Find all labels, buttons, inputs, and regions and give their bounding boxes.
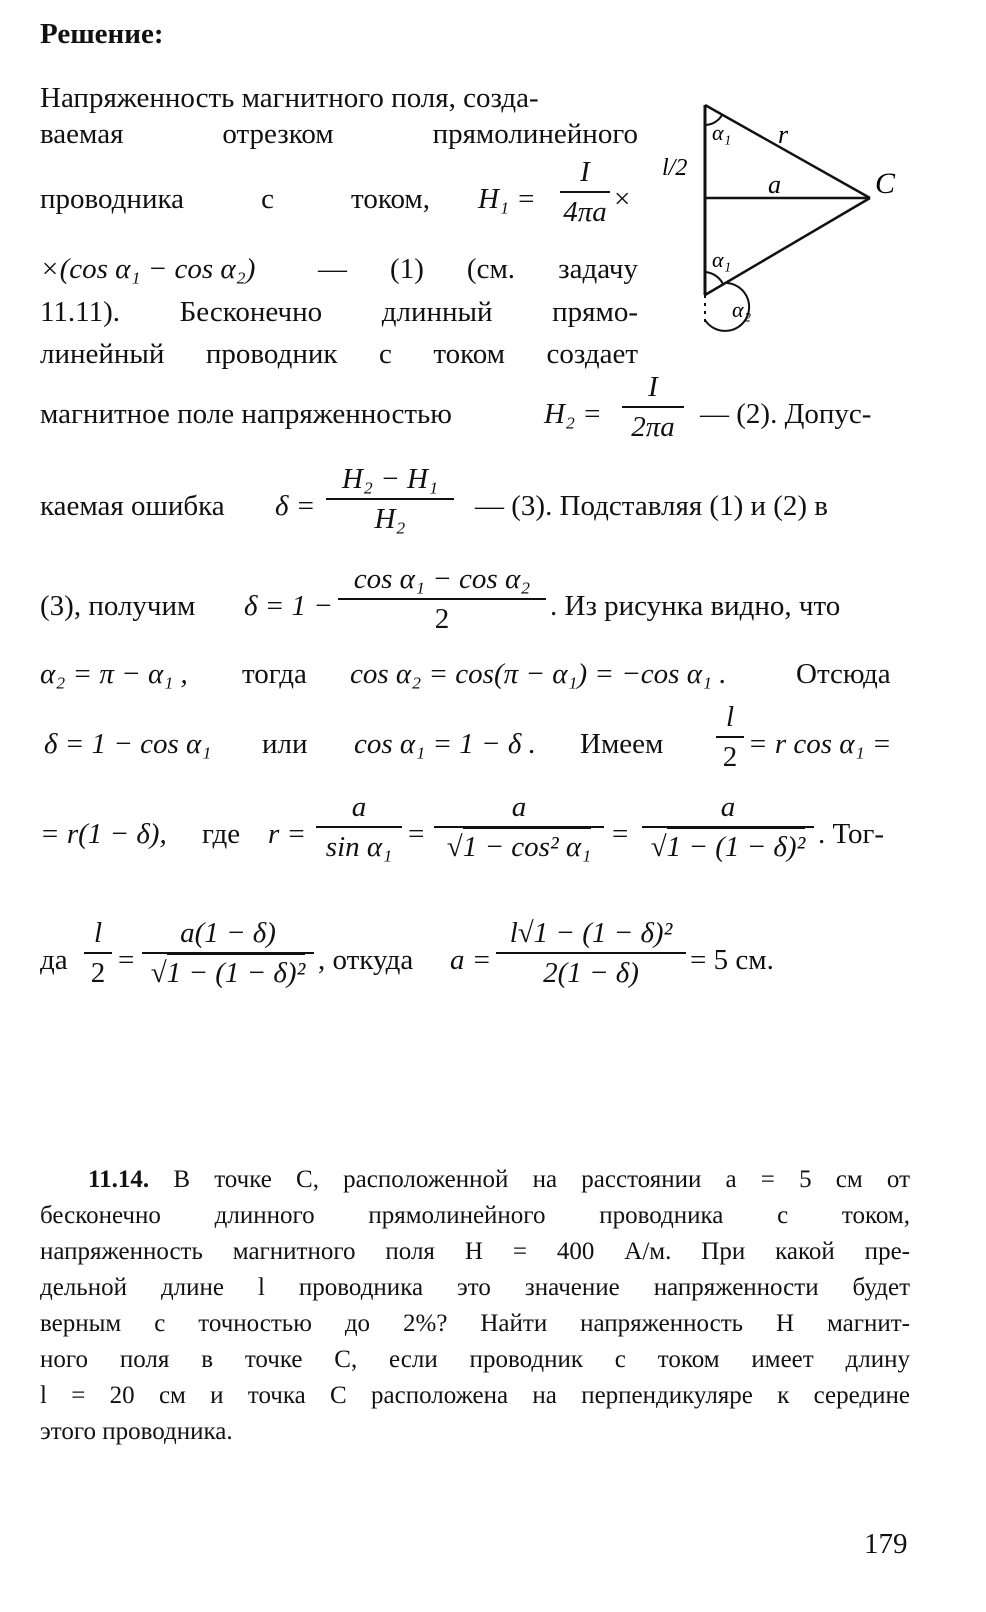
text-line-21: = 5 см. <box>690 944 774 976</box>
r-fraction-1 <box>316 790 402 864</box>
alpha1-top-label: α₁ <box>712 120 732 145</box>
r-f2-denominator: √1 − cos² α₁ <box>434 830 604 864</box>
solution-heading: Решение: <box>40 18 164 50</box>
problem-line-5: верным с точностью до 2%? Найти напряженность H магнит- <box>40 1310 910 1337</box>
delta2-denominator: 2 <box>434 603 450 635</box>
delta2-fraction-bar <box>338 598 546 600</box>
l2-denominator: 2 <box>722 741 738 773</box>
r-f1-denominator: sin α₁ <box>325 831 393 863</box>
equals-2: = <box>612 818 629 850</box>
h2-fraction-bar <box>622 406 684 408</box>
l2-numerator: l <box>725 701 735 733</box>
r-f3-numerator: a <box>720 791 736 823</box>
da-main-fraction <box>142 916 314 990</box>
delta3-relation: δ = 1 − cos α₁ <box>44 728 212 760</box>
text-line-20: , откуда <box>318 944 414 976</box>
problem-line-3: напряженность магнитного поля H = 400 А/м. При какой пре- <box>40 1238 910 1265</box>
problem-line-6: ного поля в точке C, если проводник с током имеет длину <box>40 1346 910 1373</box>
r-label: r <box>778 120 789 149</box>
text-line-14: Отсюда <box>796 658 891 690</box>
delta-denominator: H₂ <box>374 503 406 535</box>
text-line-12: . Из рисунка видно, что <box>550 590 841 622</box>
r-line <box>705 105 870 198</box>
text-line-17: где <box>202 818 241 850</box>
problem-line-7: l = 20 см и точка C расположена на перпендикуляре к середине <box>40 1382 910 1409</box>
da-denominator: 2 <box>90 957 106 989</box>
alpha1-bottom-arc <box>705 272 723 284</box>
text-line-11: (3), получим <box>40 590 196 622</box>
r-fraction-2 <box>434 790 604 864</box>
problem-block <box>40 1162 910 1450</box>
delta-numerator: H₂ − H₁ <box>341 463 439 495</box>
h1-fraction-bar <box>560 191 610 193</box>
text-line-6: линейный проводник с током создает <box>40 338 638 370</box>
problem-line-2: бесконечно длинного прямолинейного проводника с током, <box>40 1202 910 1229</box>
equals-1: = <box>408 818 425 850</box>
a-fraction <box>496 916 686 990</box>
da-main-numerator: a(1 − δ) <box>180 917 276 949</box>
r-lhs: r = <box>268 818 307 850</box>
text-line-1: Напряженность магнитного поля, созда- <box>40 82 539 114</box>
text-line-7: магнитное поле напряженностью <box>40 398 452 430</box>
r-f2-numerator: a <box>511 791 527 823</box>
da-numerator: l <box>93 917 103 949</box>
text-line-3: проводника с током, <box>40 183 430 215</box>
a-label: a <box>768 170 781 199</box>
delta2-fraction <box>338 562 546 636</box>
text-line-8: — (2). Допус- <box>700 398 872 430</box>
text-line-2: ваемая отрезком прямолинейного <box>40 118 638 150</box>
geometry-figure <box>660 95 920 345</box>
text-line-15: или <box>262 728 308 760</box>
equals-3: = <box>118 944 135 976</box>
a-denominator: 2(1 − δ) <box>543 957 639 989</box>
h1-numerator: I <box>580 156 590 188</box>
cos-difference: ×(cos α₁ − cos α₂) <box>40 253 256 285</box>
a-fraction-bar <box>496 952 686 954</box>
a-numerator: l√1 − (1 − δ)² <box>509 917 673 949</box>
text-line-18: . Тог- <box>818 818 885 850</box>
problem-line-4: дельной длине l проводника это значение напряженности будет <box>40 1274 910 1301</box>
da-fraction <box>84 916 112 990</box>
alpha2-relation: α₂ = π − α₁ , <box>40 658 188 690</box>
l2-rhs: = r cos α₁ = <box>748 728 892 760</box>
delta-lhs: δ = <box>275 490 316 522</box>
r-fraction-3 <box>642 790 814 864</box>
text-line-9: каемая ошибка <box>40 490 225 522</box>
h2-denominator: 2πa <box>631 411 675 443</box>
l2-fraction <box>716 700 744 774</box>
cos-alpha2-relation: cos α₂ = cos(π − α₁) = −cos α₁ . <box>350 658 727 690</box>
da-main-radicand: 1 − (1 − δ)² <box>167 953 306 989</box>
problem-line-8: этого проводника. <box>40 1418 233 1445</box>
a-lhs: a = <box>450 944 492 976</box>
da-main-denominator: √1 − (1 − δ)² <box>142 956 314 990</box>
alpha1-bottom-label: α₁ <box>712 247 732 272</box>
r-f3-denominator: √1 − (1 − δ)² <box>642 830 814 864</box>
text-line-10: — (3). Подставляя (1) и (2) в <box>475 490 828 522</box>
times-sign: × <box>614 183 631 215</box>
h1-denominator: 4πa <box>563 196 607 228</box>
half-length-label: l/2 <box>662 155 688 181</box>
r-delta: = r(1 − δ), <box>40 818 167 850</box>
r-f3-radicand: 1 − (1 − δ)² <box>667 827 806 863</box>
h2-numerator: I <box>648 371 658 403</box>
h2-fraction <box>622 370 684 444</box>
text-line-4: — (1) (см. задачу <box>318 253 638 285</box>
h1-lhs: H₁ = <box>478 183 536 215</box>
delta2-numerator: cos α₁ − cos α₂ <box>353 563 531 595</box>
point-c-label: C <box>875 167 896 200</box>
r-f1-numerator: a <box>351 791 367 823</box>
page-number: 179 <box>864 1528 908 1560</box>
delta2-lhs: δ = 1 − <box>244 590 333 622</box>
text-line-5: 11.11). Бесконечно длинный прямо- <box>40 296 638 328</box>
text-line-19: да <box>40 944 68 976</box>
problem-number: 11.14. <box>88 1166 150 1193</box>
h1-fraction <box>560 155 610 229</box>
alpha2-label: α₂ <box>732 297 752 322</box>
da-fraction-bar <box>84 952 112 954</box>
h2-lhs: H₂ = <box>544 398 602 430</box>
text-line-16: Имеем <box>580 728 664 760</box>
cos-alpha1-relation: cos α₁ = 1 − δ . <box>354 728 536 760</box>
problem-line-1 <box>40 1162 910 1198</box>
r-f2-radicand: 1 − cos² α₁ <box>463 827 591 863</box>
delta-fraction <box>326 462 454 536</box>
l2-fraction-bar <box>716 736 744 738</box>
text-line-13: тогда <box>242 658 307 690</box>
r-f1-bar <box>316 826 402 828</box>
delta-fraction-bar <box>326 498 454 500</box>
problem-text-1: В точке C, расположенной на расстоянии a = 5 см от <box>173 1166 910 1193</box>
